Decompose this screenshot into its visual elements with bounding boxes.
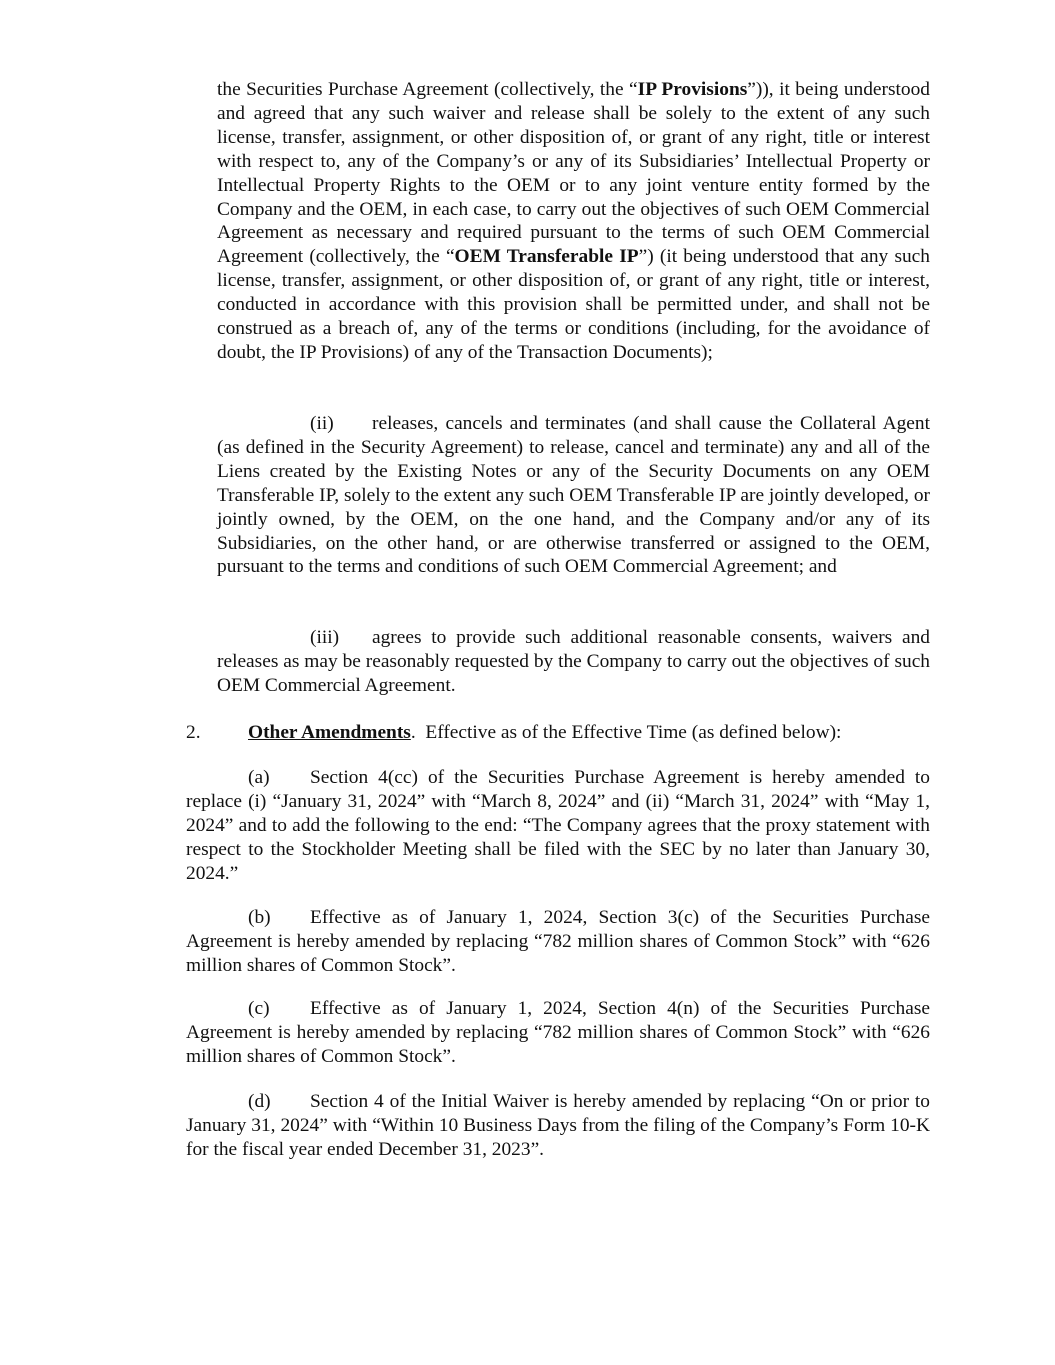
section-2-text: . Effective as of the Effective Time (as defined below):	[410, 722, 842, 743]
oem-transferable-ip-term: OEM Transferable IP	[454, 246, 639, 268]
section-2-heading: Other Amendments	[248, 722, 411, 743]
clause-d-paragraph	[186, 1090, 930, 1162]
clause-iii-paragraph	[217, 626, 930, 698]
clause-d-number: (d)	[248, 1091, 271, 1112]
clause-c-number: (c)	[248, 998, 270, 1019]
section-2-number: 2.	[186, 722, 201, 743]
clause-a-paragraph	[186, 766, 930, 886]
clause-c-text: Effective as of January 1, 2024, Section 4(n) of the Securities Purchase Agreement is hereby amended by replacing “782 million shares of Common Stock” with “626 million shares of Common Stock”.	[186, 998, 930, 1067]
clause-d-text: Section 4 of the Initial Waiver is hereby amended by replacing “On or prior to January 31, 2024” with “Within 10 Business Days from the filing of the Company’s Form 10-K for the fiscal year ended December 31, 2023”.	[186, 1091, 930, 1160]
clause-b-text: Effective as of January 1, 2024, Section 3(c) of the Securities Purchase Agreement is hereby amended by replacing “782 million shares of Common Stock” with “626 million shares of Common Stock”.	[186, 907, 930, 976]
ip-para-text-2: ”)), it being understood and agreed that any such waiver and release shall be solely to the extent of any such license, transfer, assignment, or other disposition of, or grant of any right, title or interest with respect to, any of the Company’s or any of its Subsidiaries’ Intellectual Property or Intellectual Property Rights to the OEM or to any joint venture entity formed by the Company and the OEM, in each case, to carry out the objectives of such OEM Commercial Agreement as necessary and required pursuant to the terms of such OEM Commercial Agreement (collectively, the “	[217, 79, 930, 268]
clause-b-paragraph	[186, 906, 930, 978]
clause-ii-number: (ii)	[310, 413, 334, 434]
clause-iii-text: agrees to provide such additional reasonable consents, waivers and releases as may be reasonably requested by the Company to carry out the objectives of such OEM Commercial Agreement.	[217, 627, 930, 696]
clause-iii-number: (iii)	[310, 627, 340, 648]
clause-b-number: (b)	[248, 907, 271, 928]
ip-para-text-1: the Securities Purchase Agreement (collectively, the “	[217, 79, 638, 100]
ip-provisions-paragraph	[217, 78, 930, 365]
clause-ii-text: releases, cancels and terminates (and shall cause the Collateral Agent (as defined in the Security Agreement) to release, cancel and terminate) any and all of the Liens created by the Existing Notes or any of the Security Documents on any OEM Transferable IP, solely to the extent any such OEM Transferable IP are jointly developed, or jointly owned, by the OEM, on the one hand, and the Company and/or any of its Subsidiaries, on the other hand, or are otherwise transferred or assigned to the OEM, pursuant to the terms and conditions of such OEM Commercial Agreement; and	[217, 413, 930, 578]
clause-a-text: Section 4(cc) of the Securities Purchase Agreement is hereby amended to replace (i) “January 31, 2024” with “March 8, 2024” and (ii) “March 31, 2024” with “May 1, 2024” and to add the following to the end: “The Company agrees that the proxy statement with respect to the Stockholder Meeting shall be filed with the SEC by no later than January 30, 2024.”	[186, 767, 930, 884]
ip-para-text-3: ”) (it being understood that any such license, transfer, assignment, or other disposition of, or grant of any right, title or interest, conducted in accordance with this provision shall be permitted under, and shall not be construed as a breach of, any of the terms or conditions (including, for the avoidance of doubt, the IP Provisions) of any of the Transaction Documents);	[217, 246, 930, 363]
clause-c-paragraph	[186, 997, 930, 1069]
clause-a-number: (a)	[248, 767, 270, 788]
clause-ii-paragraph	[217, 412, 930, 579]
ip-provisions-term: IP Provisions	[637, 79, 748, 100]
section-2-heading-paragraph	[186, 721, 930, 745]
